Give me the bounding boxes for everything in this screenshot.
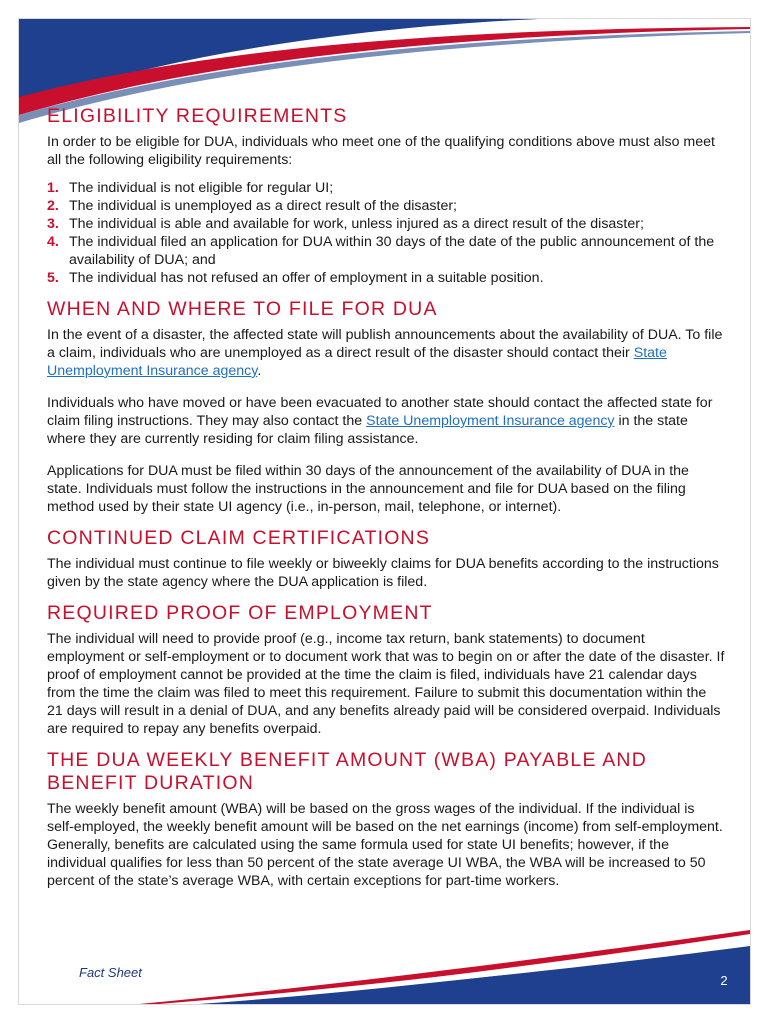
list-item: 3. The individual is able and available for work, unless injured as a direct result of the disaster; (47, 216, 644, 232)
page (18, 18, 751, 1005)
eligibility-list (47, 179, 725, 287)
wba-paragraph: The weekly benefit amount (WBA) will be based on the gross wages of the individual. If the individual is self-employed, the weekly benefit amount will be based on the net earnings (income) from self-employment. Generally, benefits are calculated using the same formula used for state UI benefits; however, if the individual qualifies for less than 50 percent of the state average UI WBA, the WBA will be increased to 50 percent of the state’s average WBA, with certain exceptions for part-time workers. (47, 801, 723, 889)
section-continued-claims (47, 527, 725, 591)
page-number-badge: 2 (708, 964, 740, 996)
when-where-paragraph-2: Individuals who have moved or have been evacuated to another state should contact the affected state for claim filing instructions. They may also contact the State Unemployment Insurance agency in the state where they are currently residing for claim filing assistance. (47, 395, 713, 447)
when-where-paragraph-1: In the event of a disaster, the affected state will publish announcements about the availability of DUA. To file a claim, individuals who are unemployed as a direct result of the disaster should contact their State Unemployment Insurance agency. (47, 327, 723, 379)
heading-continued-claims: CONTINUED CLAIM CERTIFICATIONS (47, 527, 431, 549)
when-where-paragraph-3: Applications for DUA must be filed within 30 days of the announcement of the availability of DUA in the state. Individuals must follow the instructions in the announcement and file for DUA based on the filing method used by their state UI agency (i.e., in-person, mail, telephone, or internet). (47, 463, 689, 515)
list-item: 5. The individual has not refused an offer of employment in a suitable position. (47, 270, 544, 286)
heading-wba: THE DUA WEEKLY BENEFIT AMOUNT (WBA) PAYABLE AND BENEFIT DURATION (47, 749, 647, 794)
proof-paragraph: The individual will need to provide proof (e.g., income tax return, bank statements) to document employment or self-employment or to document work that was to begin on or after the date of the disaster. If proof of employment cannot be provided at the time the claim is filed, individuals have 21 calendar days from the time the claim was filed to meet this requirement. Failure to submit this documentation within the 21 days will result in a denial of DUA, and any benefits already paid will be considered overpaid. Individuals are required to repay any benefits overpaid. (47, 631, 725, 737)
footer-swoosh (19, 914, 750, 1004)
state-ui-agency-link[interactable]: State Unemployment Insurance agency (366, 413, 615, 429)
list-item: 1. The individual is not eligible for regular UI; (47, 180, 334, 196)
footer-label: Fact Sheet (79, 965, 142, 980)
heading-eligibility: ELIGIBILITY REQUIREMENTS (47, 105, 348, 127)
state-ui-agency-link[interactable]: State Unemployment Insurance agency (47, 345, 667, 379)
section-proof-of-employment (47, 602, 725, 738)
eligibility-intro: In order to be eligible for DUA, individuals who meet one of the qualifying conditions above must also meet all the following eligibility requirements: (47, 134, 715, 168)
document-body (47, 105, 725, 901)
continued-claims-paragraph: The individual must continue to file weekly or biweekly claims for DUA benefits according to the instructions given by the state agency where the DUA application is filed. (47, 556, 719, 590)
list-item: 2. The individual is unemployed as a direct result of the disaster; (47, 198, 457, 214)
list-item: 4. The individual filed an application for DUA within 30 days of the date of the public announcement of the availability of DUA; and (47, 234, 715, 268)
heading-proof-of-employment: REQUIRED PROOF OF EMPLOYMENT (47, 602, 433, 624)
section-wba (47, 749, 725, 890)
section-when-where (47, 298, 725, 516)
section-eligibility (47, 105, 725, 287)
heading-when-where: WHEN AND WHERE TO FILE FOR DUA (47, 298, 438, 320)
